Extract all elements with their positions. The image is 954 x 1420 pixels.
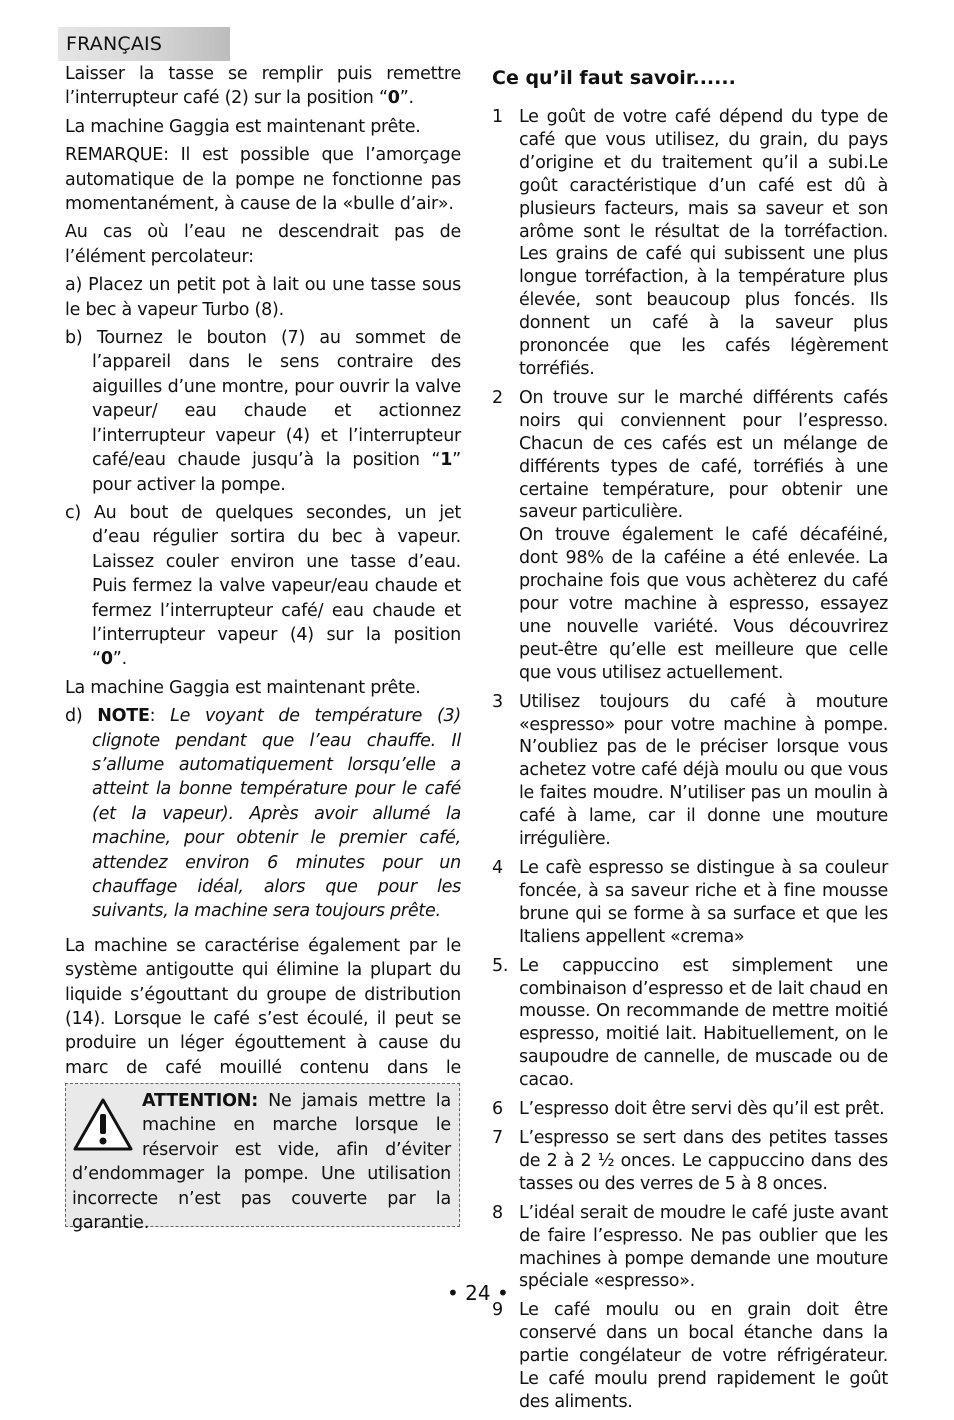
step-d-note: d) NOTE: Le voyant de température (3) clignote pendant que l’eau chauffe. Il s’allume automatiquement lorsqu’elle a atteint la bonne température pour le café (et la vapeur). Après avoir allumé la machine, pour obtenir le premier café, attendez environ 6 minutes pour un chauffage idéal, alors que pour les suivants, la machine sera toujours prête. (65, 706, 461, 922)
paragraph-ready-1: La machine Gaggia est maintenant prête. (65, 116, 421, 137)
list-item-text (519, 691, 888, 851)
list-item (492, 857, 888, 949)
step-c: c) Au bout de quelques secondes, un jet d’eau régulier sortira du bec à vapeur. Laissez couler environ une tasse d’eau. Puis fermez la valve vapeur/eau chaude et fermez l’interrupteur café/ eau chaude et l’interrupteur vapeur (4) sur la position “0”. (65, 502, 461, 670)
list-item-number: 9 (492, 1300, 503, 1321)
list-item (492, 1127, 888, 1196)
list-item-paragraph: Le cappuccino est simplement une combinaison d’espresso et de lait chaud en mousse. On recommande de mettre moitié espresso, moitié lait. Habituellement, on le saupoudre de cannelle, de muscade ou de cacao. (519, 955, 888, 1091)
list-item-number: 2 (492, 387, 503, 408)
paragraph-refill: Laisser la tasse se remplir puis remettre l’interrupteur café (2) sur la position “0”. (65, 64, 461, 109)
paragraph-if-water: Au cas où l’eau ne descendrait pas de l’élément percolateur: (65, 222, 461, 267)
list-item (492, 691, 888, 851)
section-heading: Ce qu’il faut savoir...... (492, 67, 736, 89)
page-number: • 24 • (447, 1281, 509, 1305)
list-item-number: 3 (492, 691, 503, 712)
right-column (492, 62, 888, 1420)
language-tab: FRANÇAIS (58, 27, 230, 61)
list-item-paragraph: Le café moulu ou en grain doit être conservé dans un bocal étanche dans la partie congélateur de votre réfrigérateur. Le café moulu prend rapidement le goût des aliments. (519, 1300, 888, 1412)
list-item-text (519, 1127, 888, 1196)
list-item-text (519, 106, 888, 381)
list-item-text (519, 1202, 888, 1294)
list-item (492, 106, 888, 381)
left-column (65, 62, 461, 1109)
list-item-text (519, 857, 888, 949)
tips-list (492, 106, 888, 1414)
list-item-number: 6 (492, 1099, 503, 1120)
list-item (492, 955, 888, 1092)
attention-box (65, 1083, 460, 1234)
list-item (492, 387, 888, 685)
step-a: a) Placez un petit pot à lait ou une tasse sous le bec à vapeur Turbo (8). (65, 275, 461, 320)
paragraph-ready-2: La machine Gaggia est maintenant prête. (65, 677, 421, 698)
step-b: b) Tournez le bouton (7) au sommet de l’appareil dans le sens contraire des aiguilles d’une montre, pour ouvrir la valve vapeur/ eau chaude et actionnez l’interrupteur vapeur (4) et l’interrupteur café/eau chaude jusqu’à la position “1” pour activer la pompe. (65, 328, 461, 495)
list-item-paragraph: L’espresso doit être servi dès qu’il est prêt. (519, 1099, 885, 1120)
list-item-paragraph: Le goût de votre café dépend du type de café que vous utilisez, du grain, du pays d’origine et du traitement qu’il a subi.Le goût caractéristique d’un café est dû à plusieurs facteurs, mais sa saveur et son arôme sont le résultat de la torréfaction. Les grains de café qui subissent une plus longue torréfaction, à la température plus élevée, sont beaucoup plus foncés. Ils donnent un café à la saveur plus prononcée que les cafés légèrement torréfiés. (519, 107, 888, 379)
attention-text: ATTENTION: Ne jamais mettre la machine en marche lorsque le réservoir est vide, afin d’éviter d’endommager la pompe. Une utilisation incorrecte n’est pas couverte par la garantie. (72, 1091, 451, 1234)
list-item-paragraph: Le cafè espresso se distingue à sa couleur foncée, à sa saveur riche et à fine mousse brune qui se forme à sa surface et que les Italiens appellent «crema» (519, 858, 888, 947)
list-item-number: 8 (492, 1202, 503, 1223)
list-item-paragraph: On trouve également le café décaféiné, dont 98% de la caféine a été enlevée. La prochaine fois que vous achèterez du café pour votre machine à espresso, essayez une nouvelle variété. Vous découvrirez peut-être qu’elle est meilleure que celle que vous utilisez actuellement. (519, 525, 888, 683)
list-item-paragraph: L’idéal serait de moudre le café juste avant de faire l’espresso. Ne pas oublier que les machines à pompe demande une mouture spéciale «espresso». (519, 1202, 888, 1292)
paragraph-remark: REMARQUE: Il est possible que l’amorçage automatique de la pompe ne fonctionne pas momentanément, à cause de la «bulle d’air». (65, 145, 461, 215)
paragraph-antidrip: La machine se caractérise également par le système antigoutte qui élimine la plupart du liquide s’égouttant du groupe de distribution (14). Lorsque le café s’est écoulé, il peut se produire un léger égouttement à cause du marc de café mouillé contenu dans le (65, 935, 461, 1078)
list-item-number: 7 (492, 1127, 503, 1148)
list-item-paragraph: L’espresso se sert dans des petites tasses de 2 à 2 ½ onces. Le cappuccino dans des tasses ou des verres de 5 à 8 onces. (519, 1127, 888, 1194)
list-item-text (519, 1299, 888, 1414)
list-item-number: 5. (492, 955, 509, 976)
list-item (492, 1098, 888, 1121)
list-item (492, 1299, 888, 1414)
list-item (492, 1202, 888, 1294)
list-item-number: 1 (492, 107, 503, 127)
warning-icon (72, 1097, 134, 1153)
list-item-text (519, 955, 888, 1092)
list-item-number: 4 (492, 858, 503, 878)
list-item-paragraph: Utilisez toujours du café à mouture «espresso» pour votre machine à pompe. N’oubliez pas de le préciser lorsque vous achetez votre café déjà moulu ou que vous le faites moudre. N’utiliser pas un moulin à café à lame, car il donne une mouture irrégulière. (519, 691, 888, 850)
list-item-paragraph: On trouve sur le marché différents cafés noirs qui conviennent pour l’espresso. Chacun de ces cafés est un mélange de différents types de café, torréfiés à une certaine température, pour obtenir une saveur particulière. (519, 387, 888, 523)
list-item-text (519, 1098, 888, 1121)
list-item-text (519, 387, 888, 685)
